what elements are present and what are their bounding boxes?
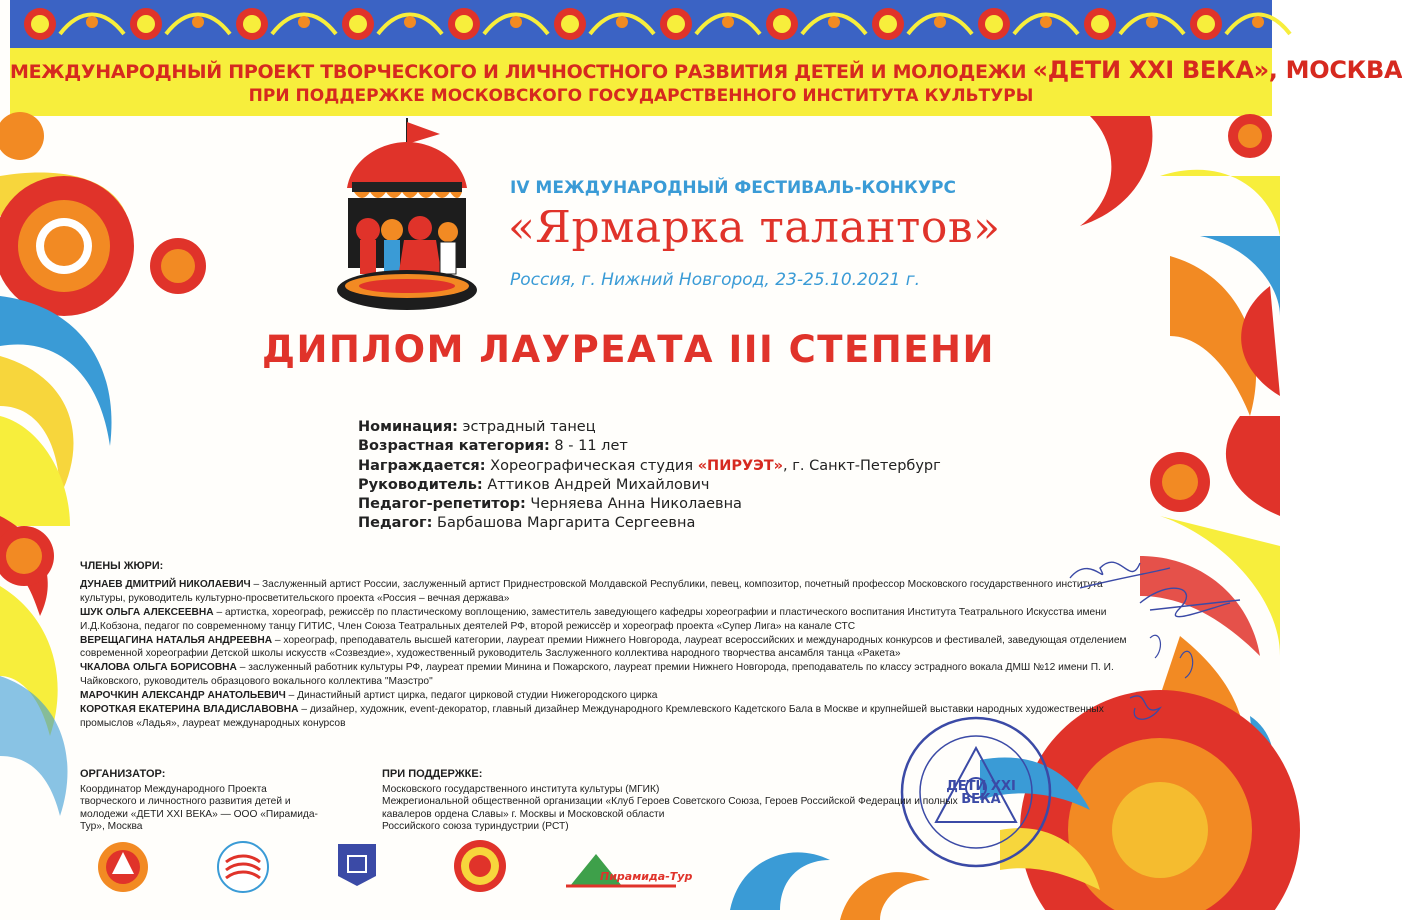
leader-label: Руководитель: bbox=[358, 476, 483, 493]
jury-member-description: – Династийный артист цирка, педагог цирковой студии Нижегородского цирка bbox=[285, 690, 658, 702]
leader-value: Аттиков Андрей Михайлович bbox=[482, 476, 710, 493]
nomination-label: Номинация: bbox=[358, 419, 458, 435]
awarded-value-a: Хореографическая студия bbox=[485, 457, 698, 474]
tutor-label: Педагог-репетитор: bbox=[358, 496, 526, 513]
teacher-value: Барбашова Маргарита Сергеевна bbox=[432, 515, 696, 532]
award-details bbox=[358, 418, 941, 534]
festival-name: «Ярмарка талантов» bbox=[508, 202, 1001, 253]
jury-member-name: ЧКАЛОВА ОЛЬГА БОРИСОВНА bbox=[80, 662, 237, 674]
culture-institute-logo bbox=[336, 842, 378, 888]
top-ornament bbox=[10, 0, 1272, 48]
organizer-emblem-logo bbox=[96, 840, 150, 894]
heroes-club-logo bbox=[452, 838, 508, 894]
tutor-row bbox=[358, 495, 941, 514]
teacher-row bbox=[358, 514, 941, 533]
header-banner bbox=[10, 48, 1402, 116]
jury-member-description: – Заслуженный артист России, заслуженный артист Приднестровской Молдавской Республики, певец, композитор, почетный профессор Московского государственного института культуры, руководитель культурно-просветительского проекта «Россия – вечная держава» bbox=[80, 578, 1103, 604]
jury-member-name: ВЕРЕЩАГИНА НАТАЛЬЯ АНДРЕЕВНА bbox=[80, 634, 273, 646]
support-title: ПРИ ПОДДЕРЖКЕ: bbox=[382, 768, 483, 780]
jury-member-description: – хореограф, преподаватель высшей категории, лауреат премии Нижнего Новгорода, лауреат всероссийских и международных конкурсов и фестивалей, заведующая отделением современной хореографии Детской школы искусств «Созвездие», художественный руководитель Заслуженного коллектива народного творчества ансамбля танца «Ракета» bbox=[80, 634, 1127, 660]
age-label: Возрастная категория: bbox=[358, 438, 550, 455]
jury-signatures bbox=[1060, 548, 1260, 738]
support-line-1: Московского государственного института культуры (МГИК) bbox=[382, 783, 660, 795]
banner-line-1 bbox=[10, 56, 1402, 84]
support-line-3: Российского союза туриндустрии (РСТ) bbox=[382, 821, 569, 833]
jury-member-description: – дизайнер, художник, event-декоратор, главный дизайнер Международного Кремлевского Кадетского Бала в Москве и крупнейшей выставки народных художественных промыслов «Ладья», лауреат международных конурсов bbox=[80, 704, 1104, 729]
jury-member-description: – артистка, хореограф, режиссёр по пластическому воплощению, заместитель заведующего кафедры хореографии и пластического воспитания Института Театрального Искусства имени И.Д.Кобзона, педагог по современному танцу ГИТИС, Член Союза Театральных деятелей РФ, второй режиссёр и хореограф проекта «Супер Лига» на канале СТС bbox=[80, 606, 1107, 632]
nomination-row bbox=[358, 418, 941, 437]
jury-member-name: МАРОЧКИН АЛЕКСАНДР АНАТОЛЬЕВИЧ bbox=[80, 690, 286, 702]
nomination-value: эстрадный танец bbox=[457, 419, 596, 435]
jury-title: ЧЛЕНЫ ЖЮРИ: bbox=[80, 560, 164, 572]
carousel-illustration bbox=[332, 118, 482, 314]
banner-line-1-a: МЕЖДУНАРОДНЫЙ ПРОЕКТ ТВОРЧЕСКОГО И ЛИЧНОСТНОГО РАЗВИТИЯ ДЕТЕЙ И МОЛОДЕЖИ bbox=[10, 61, 1033, 83]
tourism-union-logo bbox=[216, 840, 270, 894]
jury-section bbox=[80, 560, 1140, 731]
support-section bbox=[382, 768, 982, 834]
jury-member bbox=[80, 661, 1140, 689]
jury-member bbox=[80, 689, 1140, 703]
jury-member-name: ШУК ОЛЬГА АЛЕКСЕЕВНА bbox=[80, 606, 214, 618]
support-line-2: Межрегиональной общественной организации «Клуб Героев Советского Союза, Героев Российской Федерации и полных кавалеров ордена Славы» г. Москвы и Московской области bbox=[382, 796, 958, 820]
organizer-title: ОРГАНИЗАТОР: bbox=[80, 768, 166, 780]
organizer-text: Координатор Международного Проекта творческого и личностного развития детей и молодежи «ДЕТИ XXI ВЕКА» — ООО «Пирамида-Тур», Москва bbox=[80, 783, 318, 833]
age-row bbox=[358, 437, 941, 456]
awarded-team: «ПИРУЭТ» bbox=[697, 457, 784, 474]
leader-row bbox=[358, 476, 941, 495]
teacher-label: Педагог: bbox=[358, 515, 433, 532]
organizer-section bbox=[80, 768, 320, 834]
stamp-center-text: ДЕТИ XXI ВЕКА bbox=[946, 779, 1016, 807]
awarded-label: Награждается: bbox=[358, 457, 486, 474]
tutor-value: Черняева Анна Николаевна bbox=[525, 496, 742, 513]
jury-member bbox=[80, 578, 1140, 606]
age-value: 8 - 11 лет bbox=[549, 438, 628, 455]
jury-member bbox=[80, 606, 1140, 634]
jury-member-description: – заслуженный работник культуры РФ, лауреат премии Минина и Пожарского, лауреат премии Нижнего Новгорода, преподаватель по классу эстрадного вокала ДМШ №12 имени П. И. Чайковского, руководитель образцового вокального коллектива "Маэстро" bbox=[80, 662, 1114, 688]
awarded-row bbox=[358, 457, 941, 476]
festival-place: Россия, г. Нижний Новгород, 23-25.10.2021 г. bbox=[510, 270, 921, 290]
banner-line-1-b: «ДЕТИ XXI ВЕКА», МОСКВА bbox=[1032, 56, 1402, 84]
awarded-value-b: , г. Санкт-Петербург bbox=[783, 457, 941, 474]
banner-line-2: ПРИ ПОДДЕРЖКЕ МОСКОВСКОГО ГОСУДАРСТВЕННОГО ИНСТИТУТА КУЛЬТУРЫ bbox=[248, 86, 1034, 106]
diploma-title: ДИПЛОМ ЛАУРЕАТА III СТЕПЕНИ bbox=[262, 328, 995, 371]
jury-member-name: КОРОТКАЯ ЕКАТЕРИНА ВЛАДИСЛАВОВНА bbox=[80, 704, 299, 716]
jury-member-name: ДУНАЕВ ДМИТРИЙ НИКОЛАЕВИЧ bbox=[80, 578, 251, 590]
festival-subtitle: IV МЕЖДУНАРОДНЫЙ ФЕСТИВАЛЬ-КОНКУРС bbox=[510, 178, 956, 198]
piramida-tour-logo-text: Пирамида-Тур bbox=[600, 870, 693, 883]
jury-member bbox=[80, 634, 1140, 662]
jury-list bbox=[80, 578, 1140, 731]
